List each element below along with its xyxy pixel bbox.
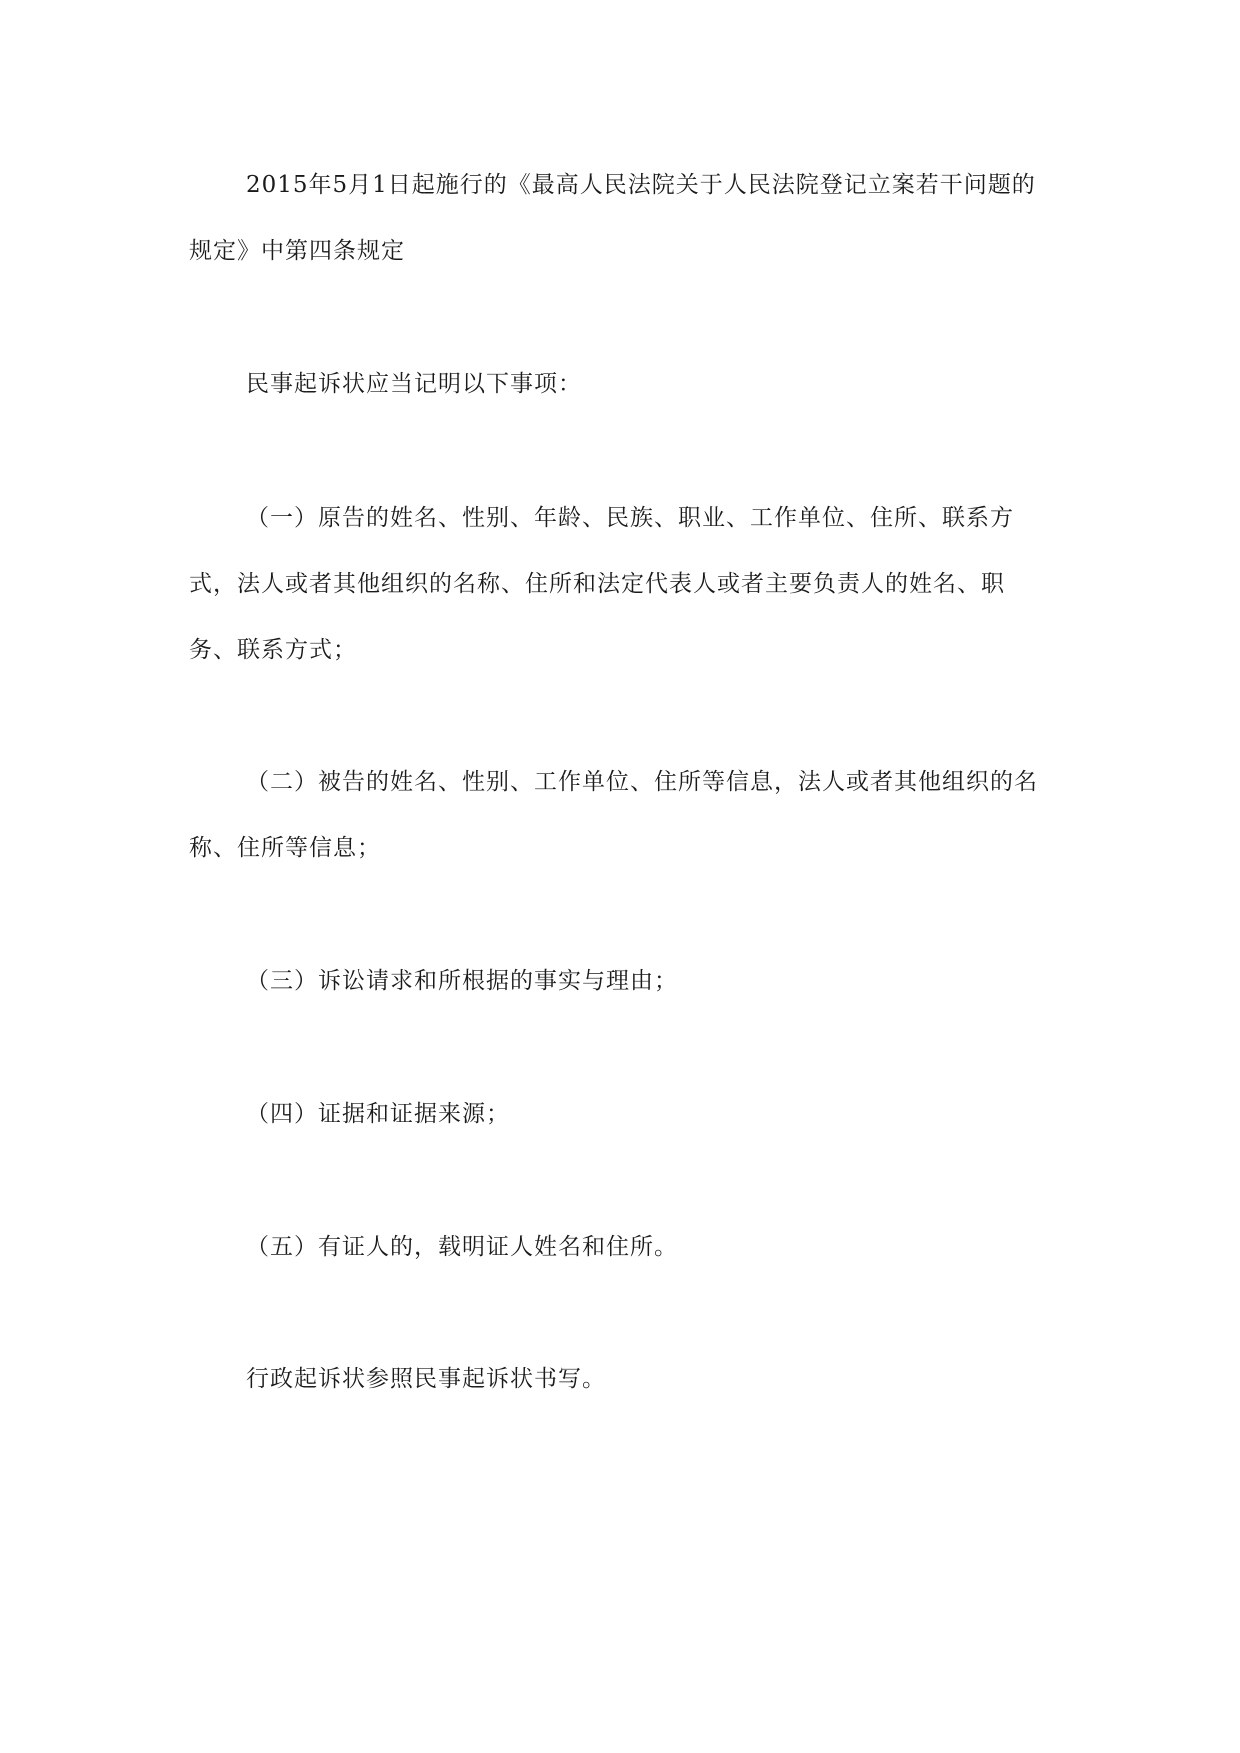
intro-paragraph: 2015年5月1日起施行的《最高人民法院关于人民法院登记立案若干问题的规定》中第四条规定: [189, 172, 1036, 264]
item-1-paragraph: （一）原告的姓名、性别、年龄、民族、职业、工作单位、住所、联系方式，法人或者其他组织的名称、住所和法定代表人或者主要负责人的姓名、职务、联系方式；: [189, 505, 1014, 663]
item-5-paragraph: （五）有证人的，载明证人姓名和住所。: [246, 1234, 678, 1260]
closing-paragraph: 行政起诉状参照民事起诉状书写。: [246, 1366, 606, 1392]
item-3-paragraph: （三）诉讼请求和所根据的事实与理由；: [246, 968, 678, 994]
lead-paragraph: 民事起诉状应当记明以下事项：: [246, 371, 582, 397]
item-4-paragraph: （四）证据和证据来源；: [246, 1101, 510, 1127]
item-2-paragraph: （二）被告的姓名、性别、工作单位、住所等信息，法人或者其他组织的名称、住所等信息；: [189, 769, 1038, 861]
